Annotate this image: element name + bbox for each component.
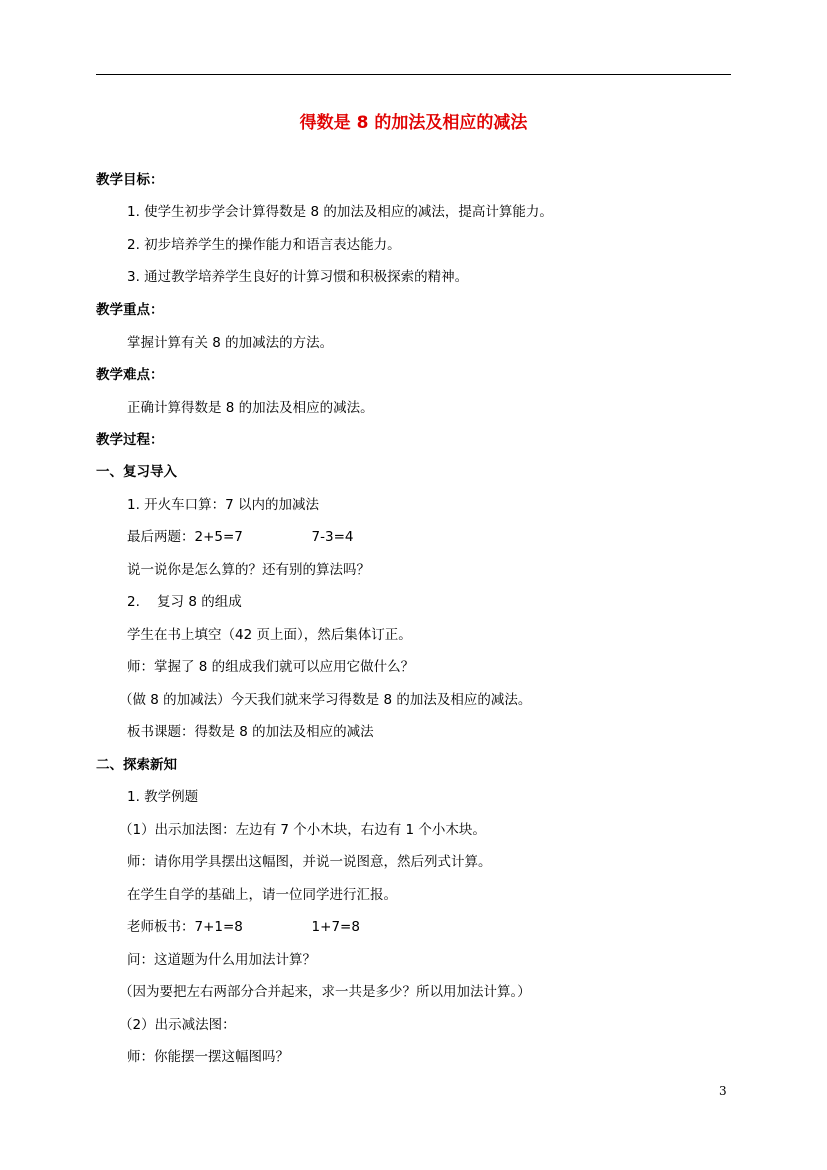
- header-rule: [96, 74, 731, 75]
- difficulty-text: 正确计算得数是 8 的加法及相应的减法。: [127, 400, 374, 416]
- goal-item-2: 2. 初步培养学生的操作能力和语言表达能力。: [127, 237, 401, 253]
- review-last-two: 最后两题：2+5=7 7-3=4: [127, 529, 354, 545]
- board-title: 板书课题：得数是 8 的加法及相应的减法: [127, 724, 374, 740]
- teacher-instruction: 师：请你用学具摆出这幅图，并说一说图意，然后列式计算。: [127, 854, 492, 870]
- why-addition-question: 问：这道题为什么用加法计算？: [127, 952, 316, 968]
- section-explore: 二、探索新知: [96, 757, 177, 773]
- document-title: 得数是 8 的加法及相应的减法: [299, 113, 528, 133]
- teacher-subtraction-question: 师：你能摆一摆这幅图吗？: [127, 1049, 289, 1065]
- review-fill-in: 学生在书上填空（42 页上面），然后集体订正。: [127, 627, 412, 643]
- heading-teaching-goals: 教学目标：: [96, 172, 164, 188]
- review-item-2: 2. 复习 8 的组成: [127, 594, 242, 610]
- page-number: 3: [719, 1084, 727, 1098]
- board-equations: 老师板书：7+1=8 1+7=8: [127, 919, 360, 935]
- goal-item-3: 3. 通过教学培养学生良好的计算习惯和积极探索的精神。: [127, 269, 469, 285]
- heading-difficulties: 教学难点：: [96, 367, 164, 383]
- review-item-1: 1. 开火车口算：7 以内的加减法: [127, 497, 320, 513]
- key-point-text: 掌握计算有关 8 的加减法的方法。: [127, 335, 334, 351]
- heading-teaching-process: 教学过程：: [96, 432, 164, 448]
- subtraction-picture: （2）出示减法图：: [119, 1017, 236, 1033]
- section-review: 一、复习导入: [96, 464, 177, 480]
- review-question: 说一说你是怎么算的？还有别的算法吗？: [127, 562, 370, 578]
- student-report: 在学生自学的基础上，请一位同学进行汇报。: [127, 887, 397, 903]
- explore-item-1: 1. 教学例题: [127, 789, 199, 805]
- why-addition-answer: （因为要把左右两部分合并起来，求一共是多少？所以用加法计算。）: [119, 984, 531, 1000]
- goal-item-1: 1. 使学生初步学会计算得数是 8 的加法及相应的减法，提高计算能力。: [127, 204, 553, 220]
- intro-statement: （做 8 的加减法）今天我们就来学习得数是 8 的加法及相应的减法。: [119, 692, 532, 708]
- addition-picture: （1）出示加法图：左边有 7 个小木块，右边有 1 个小木块。: [119, 822, 486, 838]
- teacher-question: 师：掌握了 8 的组成我们就可以应用它做什么？: [127, 659, 415, 675]
- heading-key-points: 教学重点：: [96, 302, 164, 318]
